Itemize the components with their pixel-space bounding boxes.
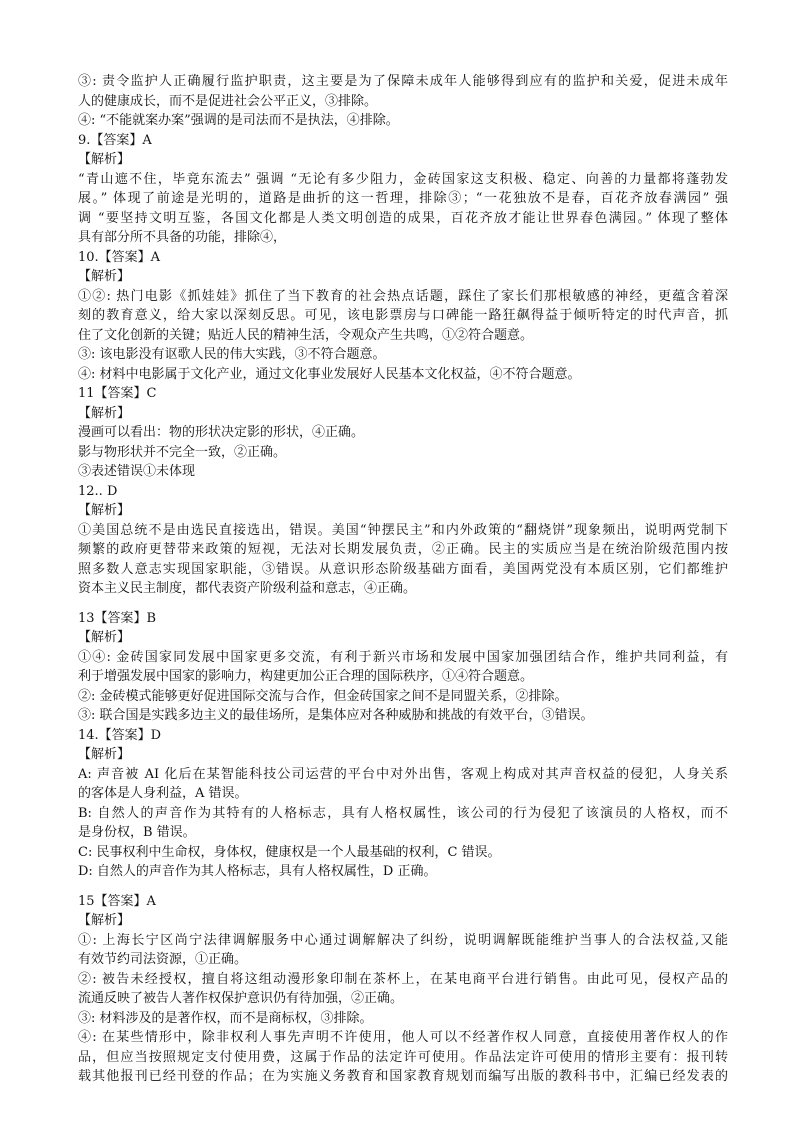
text-line: ①: 上海长宁区尚宁法律调解服务中心通过调解解决了纠纷，说明调解既能维护当事人的合法权益,又能 (78, 932, 728, 948)
text-line: 调 “要坚持文明互鉴，各国文化都是人类文明创造的成果，百花齐放才能让世界春色满园。” 体现了整体 (78, 210, 728, 226)
text-line: 影与物形状并不完全一致，②正确。 (78, 444, 287, 460)
text-line: ①④: 金砖国家同发展中国家更多交流，有利于新兴市场和发展中国家加强团结合作，维护共同利益，有 (78, 649, 728, 665)
text-line: ③: 责令监护人正确履行监护职责，这主要是为了保障未成年人能够得到应有的监护和关爱，促进未成年 (78, 74, 728, 89)
text-line: 【解析】 (78, 269, 131, 284)
paragraph-gap (78, 882, 728, 892)
text-line: 14.【答案】D (78, 727, 162, 743)
text-line: 10.【答案】A (78, 249, 161, 265)
text-line: A: 声音被 AI 化后在某智能科技公司运营的平台中对外出售，客观上构成对其声音权益的侵犯，人身关系 (78, 766, 728, 782)
document-page (78, 72, 728, 1087)
text-line: ②: 金砖模式能够更好促进国际交流与合作，但金砖国家之间不是同盟关系，②排除。 (78, 688, 568, 704)
text-line: ③: 材料涉及的是著作权，而不是商标权，③排除。 (78, 1010, 373, 1026)
text-line: D: 自然人的声音作为其人格标志，具有人格权属性，D 正确。 (78, 864, 437, 879)
text-line: 载其他报刊已经刊登的作品；在为实施义务教育和国家教育规划而编写出版的教科书中，汇编已经发表的 (78, 1069, 728, 1084)
text-line: 是身份权，B 错误。 (78, 825, 196, 840)
text-line: C: 民事权利中生命权，身体权，健康权是一个人最基础的权利，C 错误。 (78, 844, 501, 860)
text-line: ③: 该电影没有讴歌人民的伟大实践，③不符合题意。 (78, 347, 386, 362)
text-line: 15【答案】A (78, 893, 156, 909)
text-line: ①②: 热门电影《抓娃娃》抓住了当下教育的社会热点话题，踩住了家长们那根敏感的神经，更蕴含着深 (78, 288, 728, 304)
text-line: ④: 在某些情形中，除非权利人事先声明不许使用，他人可以不经著作权人同意，直接使用著作权人的作 (78, 1030, 728, 1045)
text-line: 漫画可以看出：物的形状决定影的形状，④正确。 (78, 425, 365, 440)
text-line: 住了文化创新的关键；贴近人民的精神生活，令观众产生共鸣，①②符合题意。 (78, 327, 534, 343)
text-line: 频繁的政府更替带来政策的短视，无法对长期发展负责，②正确。民主的实质应当是在统治阶级范围内按 (78, 542, 728, 557)
text-line: 利于增强发展中国家的影响力，构建更加公正合理的国际秩序，①④符合题意。 (78, 669, 534, 684)
text-line: 的客体是人身利益，A 错误。 (78, 786, 248, 801)
text-line: ④: “不能就案办案”强调的是司法而不是执法，④排除。 (78, 113, 399, 128)
text-line: 【解析】 (78, 630, 131, 645)
text-line: 【解析】 (78, 405, 131, 421)
text-line: 有效节约司法资源，①正确。 (78, 952, 248, 967)
text-line: 具有部分所不具备的功能，排除④， (78, 230, 287, 245)
text-line: 照多数人意志实现国家职能，③错误。从意识形态阶级基础方面看，美国两党没有本质区别，它们都维护 (78, 561, 728, 577)
text-line: B: 自然人的声音作为其特有的人格标志，具有人格权属性，该公司的行为侵犯了该演员的人格权，而不 (78, 805, 728, 821)
text-line: 12.. D (78, 483, 118, 499)
text-line: 【解析】 (78, 913, 131, 928)
text-line: 人的健康成长，而不是促进社会公平正义，③排除。 (78, 93, 378, 109)
text-line: ③: 联合国是实践多边主义的最佳场所，是集体应对各种威胁和挑战的有效平台，③错误。 (78, 708, 594, 723)
text-line: 刻的教育意义，给大家以深刻反思。可见，该电影票房与口碑能一路狂飙得益于倾听特定的时代声音，抓 (78, 308, 728, 323)
text-line: 展。” 体现了前途是光明的，道路是曲折的这一哲理，排除③；“一花独放不是春，百花齐放春满园” 强 (78, 191, 728, 206)
text-line: 流通反映了被告人著作权保护意识仍有待加强，②正确。 (78, 991, 404, 1006)
text-line: 资本主义民主制度，都代表资产阶级利益和意志，④正确。 (78, 581, 417, 596)
text-line: ③表述错误①未体现 (78, 464, 196, 479)
text-line: ②: 被告未经授权，擅自将这组动漫形象印制在茶杯上，在某电商平台进行销售。由此可见，侵权产品的 (78, 971, 728, 987)
text-line: 9.【答案】A (78, 132, 152, 148)
text-line: 11【答案】C (78, 386, 157, 401)
text-line: ④: 材料中电影属于文化产业，通过文化事业发展好人民基本文化权益，④不符合题意。 (78, 366, 581, 382)
text-line: 13【答案】B (78, 610, 157, 626)
text-line: 【解析】 (78, 747, 131, 762)
text-line: 【解析】 (78, 152, 131, 167)
text-line: ①美国总统不是由选民直接选出，错误。美国“钟摆民主”和内外政策的“翻烧饼”现象频出，说明两党制下 (78, 522, 728, 538)
text-line: 【解析】 (78, 503, 131, 518)
text-line: 品，但应当按照规定支付使用费，这属于作品的法定许可使用。作品法定许可使用的情形主要有：报刊转 (78, 1049, 728, 1065)
paragraph-gap (78, 599, 728, 609)
text-line: “青山遮不住，毕竟东流去” 强调 “无论有多少阻力，金砖国家这支积极、稳定、向善的力量都将蓬勃发 (78, 171, 728, 187)
